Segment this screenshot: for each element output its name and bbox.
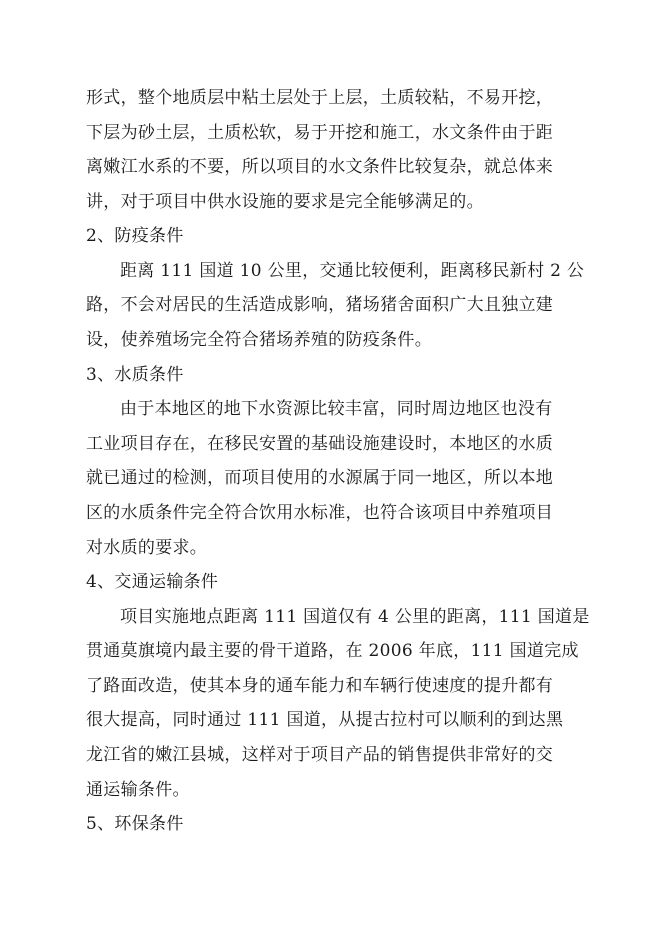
paragraph-line: 龙江省的嫩江县城，这样对于项目产品的销售提供非常好的交: [86, 745, 554, 765]
paragraph-line: 区的水质条件完全符合饮用水标准，也符合该项目中养殖项目: [86, 503, 554, 523]
paragraph-line: 工业项目存在，在移民安置的基础设施建设时，本地区的水质: [86, 434, 554, 454]
section-heading-water-quality: 3、水质条件: [86, 365, 184, 385]
section-heading-environment: 5、环保条件: [86, 814, 184, 834]
paragraph-line: 贯通莫旗境内最主要的骨干道路，在 2006 年底，111 国道完成: [86, 641, 579, 661]
paragraph-line: 通运输条件。: [86, 780, 190, 800]
section-heading-epidemic: 2、防疫条件: [86, 226, 184, 246]
section-heading-transport: 4、交通运输条件: [86, 572, 219, 592]
paragraph-line: 形式，整个地质层中粘土层处于上层，土质较粘，不易开挖，: [86, 88, 554, 108]
paragraph-line: 设，使养殖场完全符合猪场养殖的防疫条件。: [86, 330, 432, 350]
paragraph-line: 对水质的要求。: [86, 538, 208, 558]
paragraph-line: 距离 111 国道 10 公里，交通比较便利，距离移民新村 2 公: [120, 261, 585, 281]
paragraph-line: 项目实施地点距离 111 国道仅有 4 公里的距离，111 国道是: [120, 607, 590, 627]
paragraph-line: 就已通过的检测，而项目使用的水源属于同一地区，所以本地: [86, 468, 554, 488]
paragraph-line: 路，不会对居民的生活造成影响，猪场猪舍面积广大且独立建: [86, 295, 554, 315]
paragraph-line: 讲，对于项目中供水设施的要求是完全能够满足的。: [86, 192, 484, 212]
paragraph-line: 离嫩江水系的不要，所以项目的水文条件比较复杂，就总体来: [86, 157, 554, 177]
paragraph-line: 了路面改造，使其本身的通车能力和车辆行使速度的提升都有: [86, 676, 554, 696]
paragraph-line: 很大提高，同时通过 111 国道，从提古拉村可以顺利的到达黑: [86, 710, 564, 730]
paragraph-line: 下层为砂土层，土质松软，易于开挖和施工，水文条件由于距: [86, 123, 554, 143]
paragraph-line: 由于本地区的地下水资源比较丰富，同时周边地区也没有: [120, 399, 553, 419]
